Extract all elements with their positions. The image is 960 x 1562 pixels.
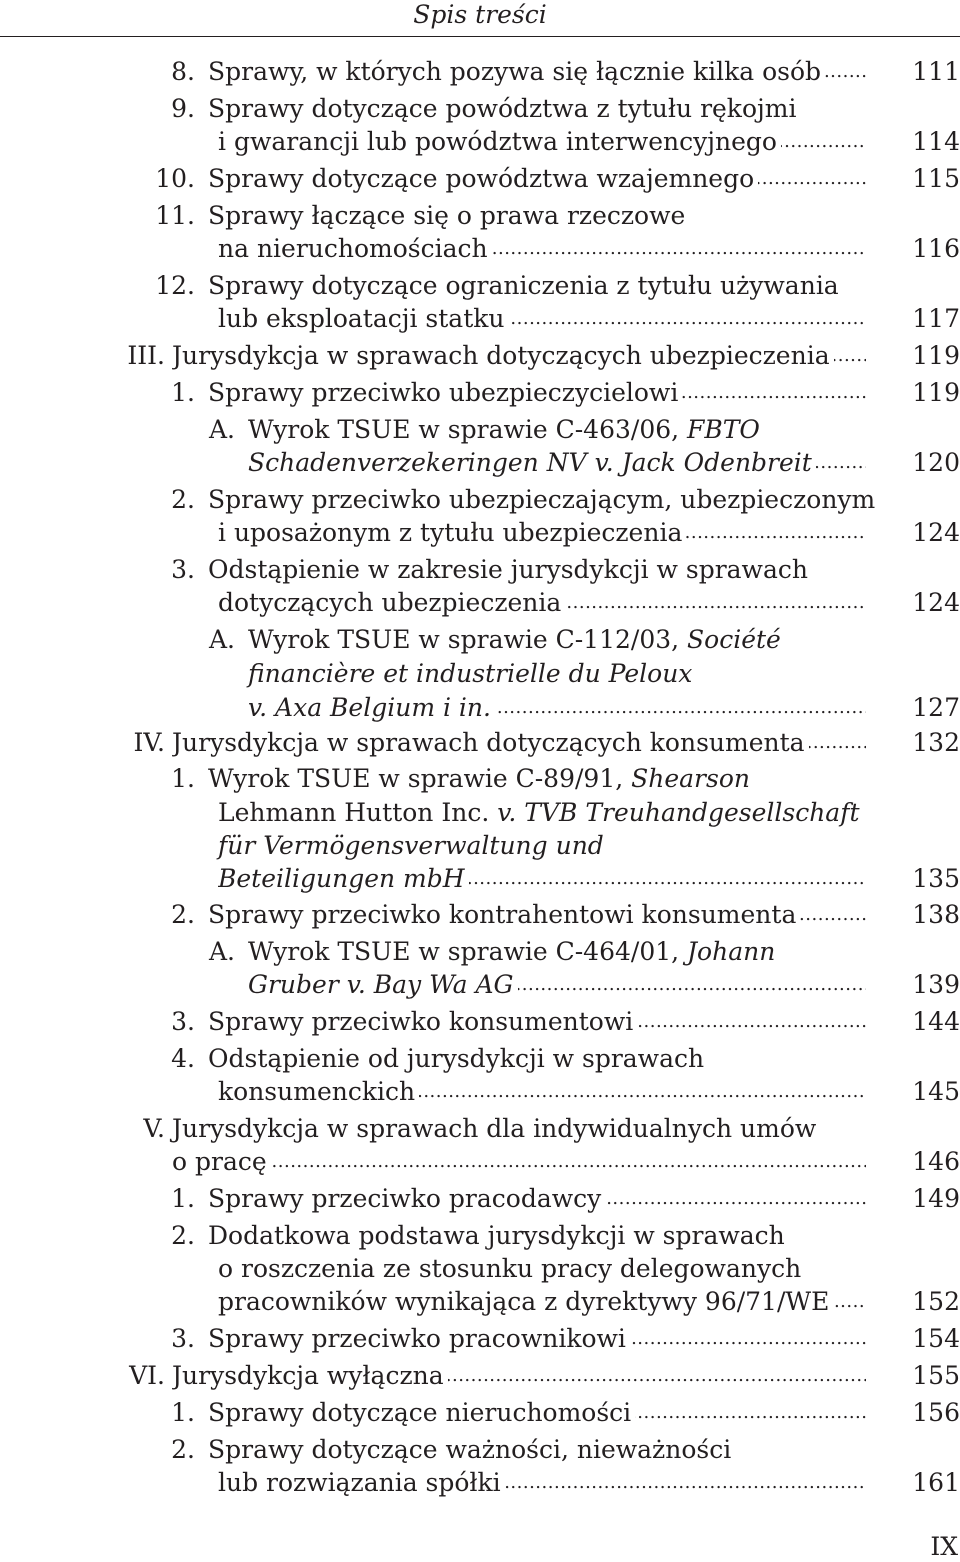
toc-entry-title: Sprawy przeciwko pracownikowi	[208, 1324, 630, 1353]
toc-entry-title-continued: Lehmann Hutton Inc.	[218, 798, 498, 827]
toc-entry-number: 9.	[171, 94, 195, 123]
toc-entry-page: 127	[912, 693, 960, 722]
toc-entry-case-name: Johann	[687, 937, 776, 966]
toc-entry-page: 115	[912, 164, 960, 193]
toc-entry-page: 135	[912, 864, 960, 893]
toc-entry-number: 1.	[171, 1398, 195, 1427]
toc-entry-title-continued: Schadenverzekeringen NV v. Jack Odenbreit	[248, 448, 816, 477]
toc-entry-page: 152	[912, 1287, 960, 1316]
toc-entry-page: 117	[912, 304, 960, 333]
toc-entry-case-name: Société	[687, 625, 781, 654]
toc-entry-title-continued: v. Axa Belgium i in.	[248, 693, 495, 722]
toc-entry-page: 161	[912, 1468, 960, 1497]
running-head: Spis treści	[413, 0, 547, 29]
toc-entry-page: 138	[912, 900, 960, 929]
toc-entry-number: 1.	[171, 378, 195, 407]
toc-entry-title-continued: financière et industrielle du Peloux	[248, 659, 693, 688]
toc-section-title: Jurysdykcja w sprawach dotyczących ubezpieczenia	[172, 341, 834, 370]
toc-section-number: V.	[143, 1114, 165, 1143]
toc-entry-number: 3.	[171, 1007, 195, 1036]
toc-entry-page: 114	[912, 127, 960, 156]
toc-entry-number: A.	[208, 415, 235, 444]
toc-entry-number: 10.	[155, 164, 195, 193]
toc-entry-page: 146	[912, 1147, 960, 1176]
toc-entry-page: 124	[912, 588, 960, 617]
toc-entry-title: Sprawy przeciwko ubezpieczycielowi	[208, 378, 682, 407]
toc-entry-title-continued: lub eksploatacji statku	[218, 304, 509, 333]
toc-entry-number: A.	[208, 625, 235, 654]
toc-entry-page: 119	[912, 341, 960, 370]
toc-entry-number: 4.	[171, 1044, 195, 1073]
toc-entry-number: 1.	[171, 764, 195, 793]
toc-entry-title: Sprawy przeciwko ubezpieczającym, ubezpieczonym	[208, 485, 876, 514]
toc-entry-page: 155	[912, 1361, 960, 1390]
toc-entry-title: Wyrok TSUE w sprawie C-464/01,	[248, 937, 688, 966]
toc-section-number: VI.	[129, 1361, 165, 1390]
toc-entry-title-continued: i gwarancji lub powództwa interwencyjnego	[218, 127, 781, 156]
toc-entry-page: 124	[912, 518, 960, 547]
toc-entry-number: 3.	[171, 1324, 195, 1353]
page-folio: IX	[930, 1532, 958, 1561]
toc-entry-title: Sprawy przeciwko konsumentowi	[208, 1007, 637, 1036]
toc-entry-title-continued: pracowników wynikająca z dyrektywy 96/71/WE	[218, 1287, 833, 1316]
toc-entry-title-continued: Beteiligungen mbH	[218, 864, 469, 893]
toc-entry-number: A.	[208, 937, 235, 966]
toc-entry-title: Wyrok TSUE w sprawie C-89/91,	[208, 764, 632, 793]
toc-entry-case-name: Shearson	[631, 764, 750, 793]
toc-entry-page: 149	[912, 1184, 960, 1213]
toc-entry-title-continued: für Vermögensverwaltung und	[218, 831, 604, 860]
toc-entry-number: 12.	[155, 271, 195, 300]
toc-entry-case-name: FBTO	[687, 415, 760, 444]
toc-entry-title: Sprawy przeciwko kontrahentowi konsumenta	[208, 900, 800, 929]
toc-entry-number: 11.	[155, 201, 195, 230]
toc-entry-title: Sprawy łączące się o prawa rzeczowe	[208, 201, 686, 230]
toc-entry-number: 3.	[171, 555, 195, 584]
toc-entry-title: Sprawy dotyczące powództwa z tytułu rękojmi	[208, 94, 797, 123]
toc-entry-page: 139	[912, 970, 960, 999]
toc-entry-title-continued: Gruber v. Bay Wa AG	[248, 970, 518, 999]
toc-entry-title-continued: na nieruchomościach	[218, 234, 492, 263]
toc-entry-page: 116	[912, 234, 960, 263]
toc-entry-number: 8.	[171, 57, 195, 86]
toc-entry-title: Sprawy dotyczące ograniczenia z tytułu używania	[208, 271, 839, 300]
toc-entry-title-continued: konsumenckich	[218, 1077, 419, 1106]
toc-entry-title: Wyrok TSUE w sprawie C-463/06,	[248, 415, 688, 444]
toc-entry-page: 156	[912, 1398, 960, 1427]
toc-entry-title: Sprawy dotyczące nieruchomości	[208, 1398, 635, 1427]
toc-entry-number: 2.	[171, 485, 195, 514]
toc-entry-title: Odstąpienie w zakresie jurysdykcji w sprawach	[208, 555, 808, 584]
toc-entry-title: Odstąpienie od jurysdykcji w sprawach	[208, 1044, 705, 1073]
toc-entry-title-continued: dotyczących ubezpieczenia	[218, 588, 565, 617]
toc-entry-title: Sprawy przeciwko pracodawcy	[208, 1184, 605, 1213]
toc-entry-number: 2.	[171, 1221, 195, 1250]
toc-entry-title: Sprawy dotyczące powództwa wzajemnego	[208, 164, 758, 193]
toc-entry-number: 2.	[171, 1435, 195, 1464]
toc-entry-number: 1.	[171, 1184, 195, 1213]
toc-entry-page: 120	[912, 448, 960, 477]
toc-entry-page: 119	[912, 378, 960, 407]
toc-entry-title-continued: lub rozwiązania spółki	[218, 1468, 505, 1497]
toc-entry-title: Dodatkowa podstawa jurysdykcji w sprawach	[208, 1221, 785, 1250]
toc-entry-title: Sprawy, w których pozywa się łącznie kilka osób	[208, 57, 825, 86]
toc-entry-title-continued: i uposażonym z tytułu ubezpieczenia	[218, 518, 686, 547]
toc-section-title: Jurysdykcja w sprawach dla indywidualnych umów	[172, 1114, 817, 1143]
toc-entry-title: Sprawy dotyczące ważności, nieważności	[208, 1435, 732, 1464]
toc-entry-page: 144	[912, 1007, 960, 1036]
toc-entry-title: Wyrok TSUE w sprawie C-112/03,	[248, 625, 688, 654]
toc-section-title-continued: o pracę	[172, 1147, 271, 1176]
toc-section-title: Jurysdykcja wyłączna	[172, 1361, 448, 1390]
toc-entry-page: 154	[912, 1324, 960, 1353]
toc-entry-page: 111	[912, 57, 960, 86]
toc-section-number: IV.	[133, 728, 165, 757]
toc-section-title: Jurysdykcja w sprawach dotyczących konsumenta	[172, 728, 809, 757]
toc-section-number: III.	[127, 341, 165, 370]
toc-entry-page: 132	[912, 728, 960, 757]
toc-entry-case-name: v. TVB Treuhandgesellschaft	[497, 798, 860, 827]
toc-entry-number: 2.	[171, 900, 195, 929]
toc-entry-title-continued: o roszczenia ze stosunku pracy delegowanych	[218, 1254, 802, 1283]
toc-entry-page: 145	[912, 1077, 960, 1106]
